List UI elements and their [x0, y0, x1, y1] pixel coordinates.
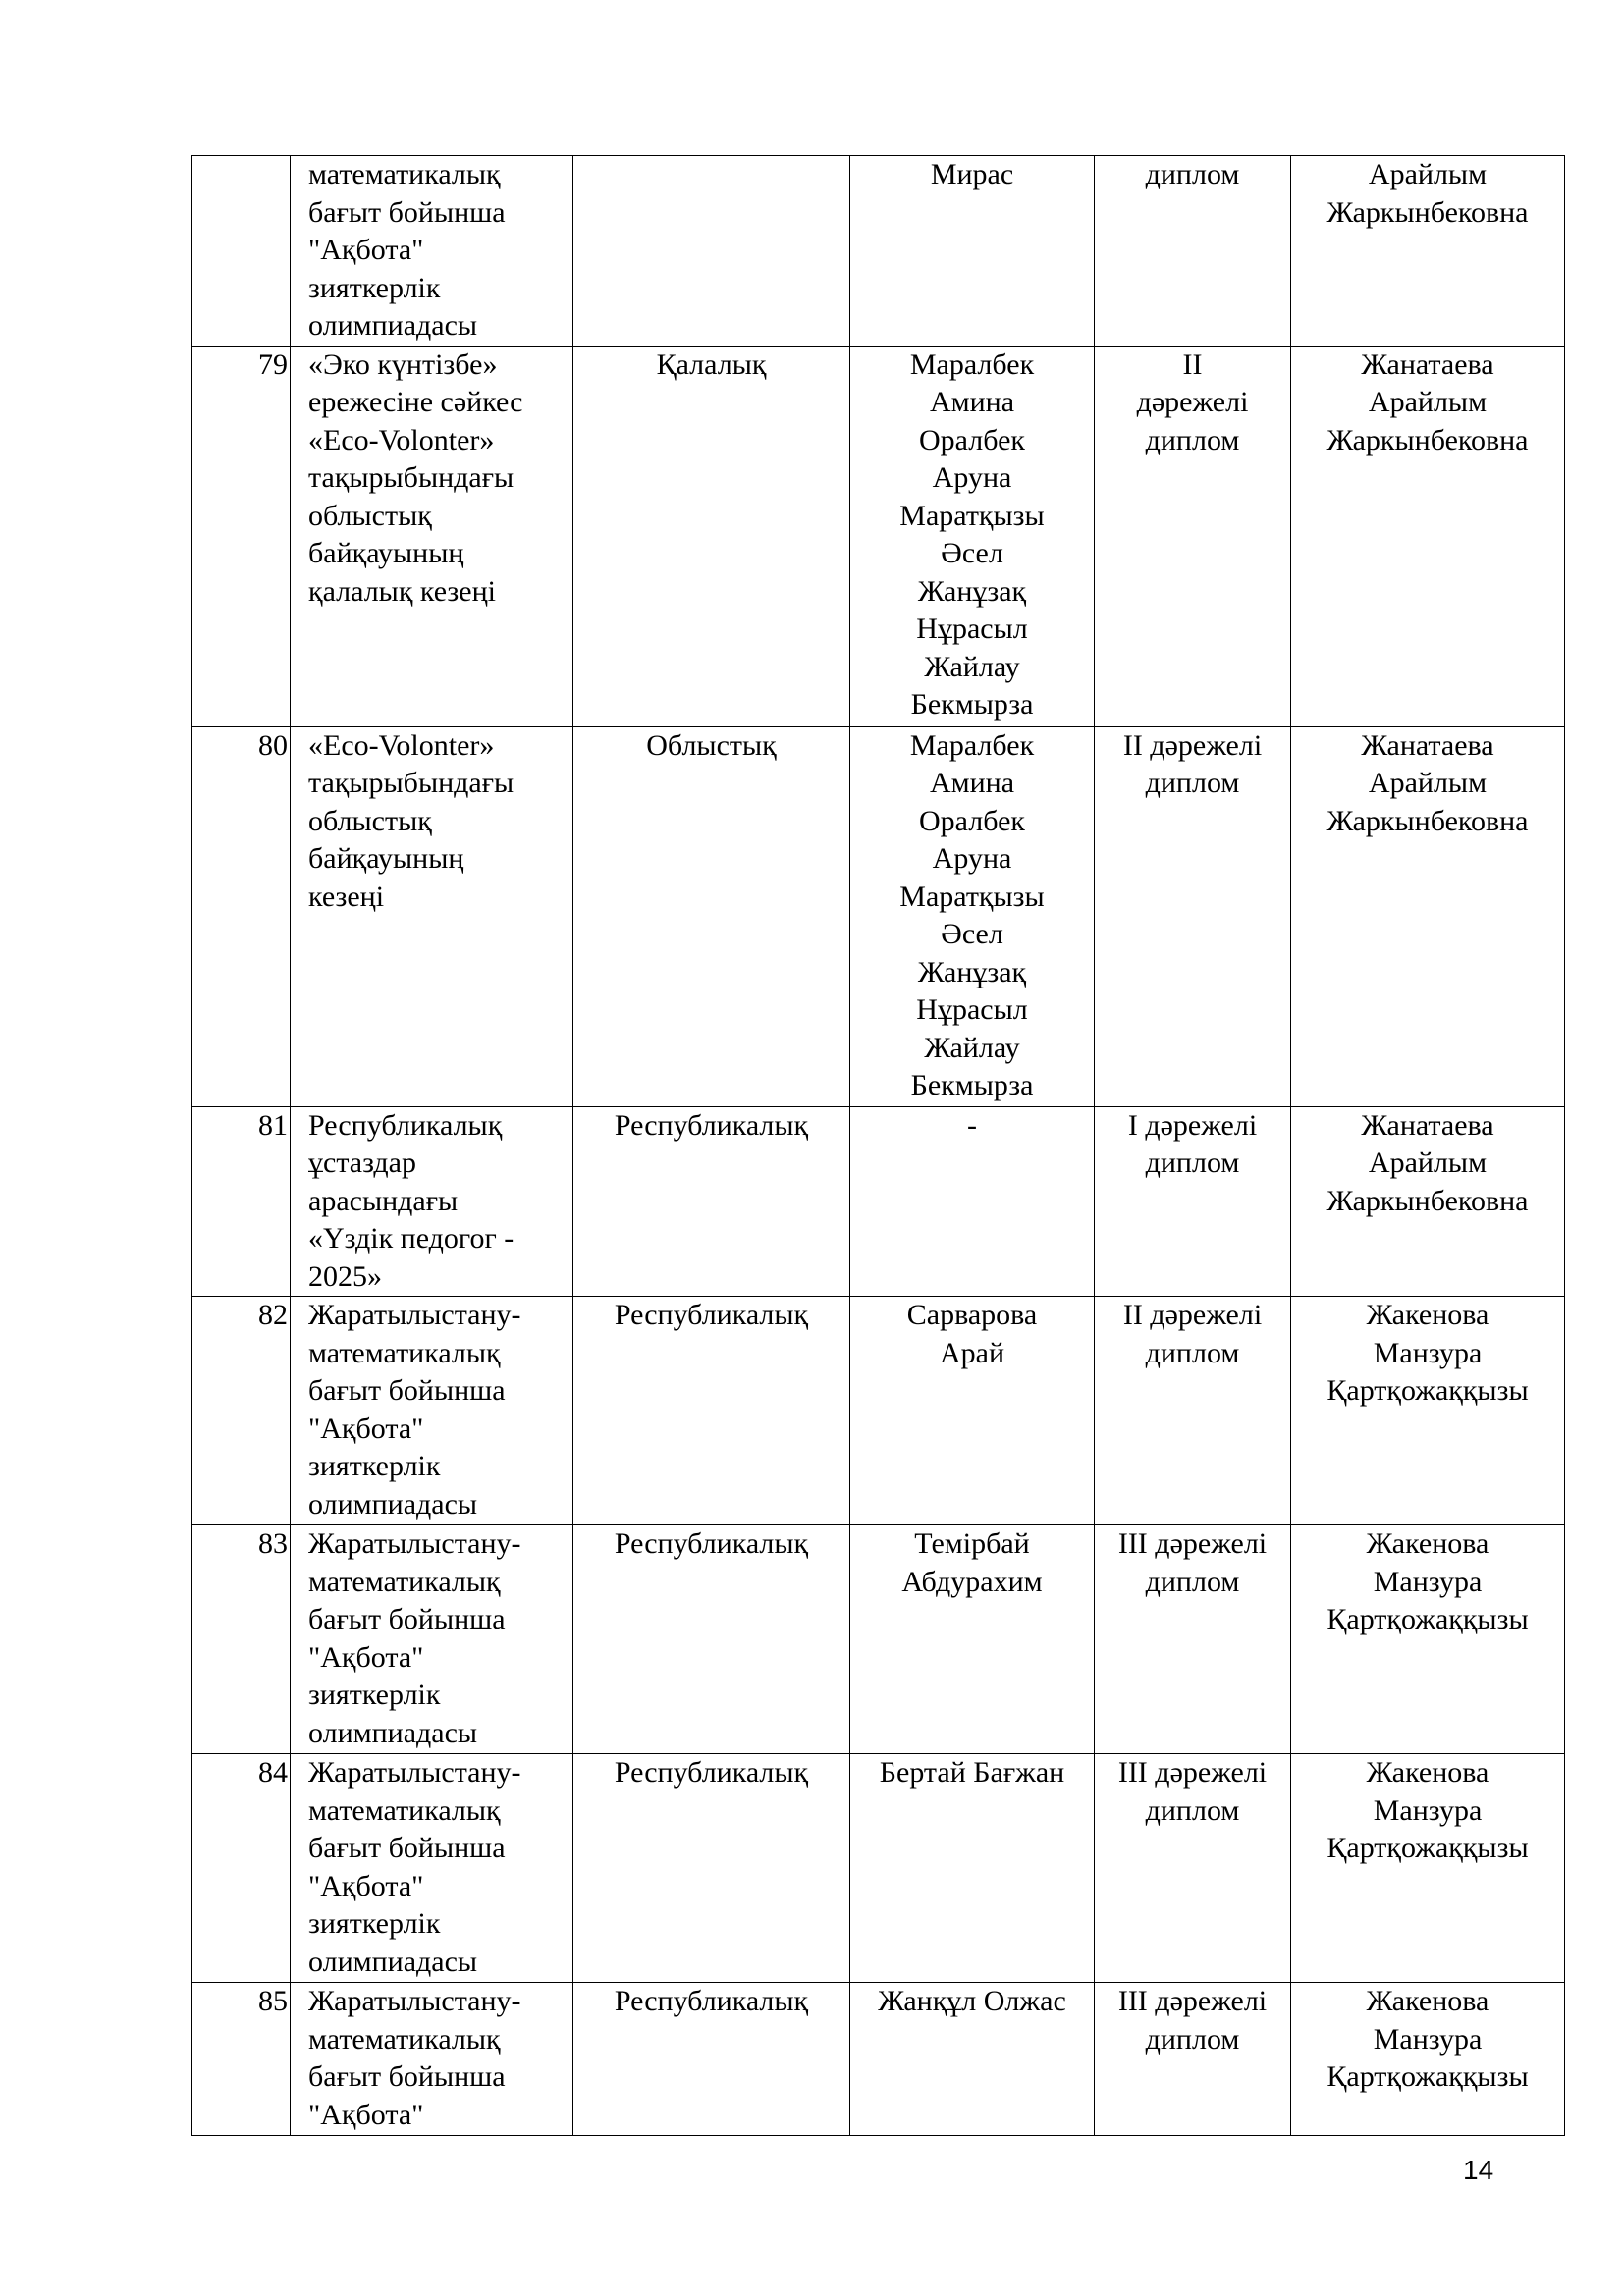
row-number-cell [192, 1297, 291, 1525]
cell-text-line: Жакенова [1366, 1985, 1489, 2017]
competition-name-cell [291, 1754, 573, 1983]
teacher-cell [1291, 1297, 1565, 1525]
cell-text-line: Жаркынбековна [1326, 1184, 1529, 1217]
competition-name-cell [291, 346, 573, 726]
competition-level-cell [573, 1983, 850, 2136]
cell-text-line: - [967, 1108, 977, 1142]
cell-text-line: Жаркынбековна [1326, 195, 1529, 229]
competition-level-cell [573, 726, 850, 1106]
award-cell [1095, 156, 1291, 347]
cell-text-line: Жанатаева [1361, 347, 1494, 381]
participants-cell [850, 726, 1095, 1106]
teacher-cell [1291, 1754, 1565, 1983]
cell-text-line: арасындағы [308, 1184, 459, 1217]
cell-text-line: II [1182, 347, 1203, 381]
cell-text-line: диплом [1145, 423, 1240, 456]
cell-text-line: бағыт бойынша [308, 1832, 506, 1864]
cell-text-line: Жаратылыстану- [308, 1756, 521, 1789]
table-row [192, 1754, 1565, 1983]
row-number-cell [192, 1106, 291, 1297]
cell-text-line: зияткерлік [308, 1907, 441, 1940]
competition-name-cell [291, 156, 573, 347]
cell-text-line: Арайлым [1368, 158, 1488, 190]
cell-text-line: Маратқызы [899, 499, 1045, 532]
row-number: 79 [258, 347, 288, 381]
cell-text-line: III дәрежелі [1117, 1985, 1268, 2017]
cell-text-line: «Эко күнтізбе» [308, 347, 498, 381]
cell-text-line: Жанқұл Олжас [878, 1985, 1066, 2017]
cell-text-line: Қалалық [656, 347, 767, 381]
cell-text-line: зияткерлік [308, 1450, 441, 1482]
participants-cell [850, 1525, 1095, 1754]
cell-text-line: Маралбек [909, 728, 1035, 762]
table-row [192, 346, 1565, 726]
cell-text-line: Жанұзақ [917, 955, 1027, 988]
cell-text-line: Жаратылыстану- [308, 1527, 521, 1560]
table-row [192, 1983, 1565, 2136]
cell-text-line: Жакенова [1366, 1756, 1489, 1789]
cell-text-line: III дәрежелі [1117, 1527, 1268, 1560]
teacher-cell [1291, 1106, 1565, 1297]
cell-text-line: Республикалық [308, 1108, 503, 1142]
cell-text-line: Темірбай [914, 1527, 1030, 1560]
table-row [192, 156, 1565, 347]
cell-text-line: II дәрежелі [1122, 728, 1263, 762]
participants-cell [850, 1297, 1095, 1525]
cell-text-line: II дәрежелі [1122, 1299, 1263, 1331]
award-cell [1095, 1106, 1291, 1297]
cell-text-line: "Ақбота" [308, 1640, 424, 1674]
cell-text-line: математикалық [308, 2022, 501, 2056]
cell-text-line: III дәрежелі [1117, 1756, 1268, 1789]
row-number: 83 [258, 1527, 288, 1560]
cell-text-line: олимпиадасы [308, 1716, 478, 1749]
cell-text-line: зияткерлік [308, 271, 441, 304]
row-number-cell [192, 156, 291, 347]
row-number: 84 [258, 1756, 288, 1789]
cell-text-line: Сарварова [906, 1299, 1038, 1331]
cell-text-line: I дәрежелі [1127, 1108, 1258, 1142]
award-cell [1095, 1983, 1291, 2136]
cell-text-line: Облыстық [646, 728, 777, 762]
competition-name-cell [291, 726, 573, 1106]
row-number-cell [192, 1754, 291, 1983]
cell-text-line: Әсел [941, 537, 1003, 569]
award-cell [1095, 346, 1291, 726]
cell-text-line: Абдурахим [901, 1565, 1043, 1598]
table-row [192, 1525, 1565, 1754]
cell-text-line: Жайлау [924, 650, 1020, 683]
cell-text-line: Жакенова [1366, 1299, 1489, 1331]
awards-table [191, 155, 1565, 2136]
participants-cell [850, 1983, 1095, 2136]
cell-text-line: "Ақбота" [308, 234, 424, 266]
cell-text-line: Манзура [1373, 1793, 1483, 1827]
cell-text-line: олимпиадасы [308, 309, 478, 342]
competition-level-cell [573, 1297, 850, 1525]
cell-text-line: математикалық [308, 158, 501, 190]
cell-text-line: Арайлым [1368, 1147, 1488, 1179]
cell-text-line: «Үздік педогог - [308, 1222, 514, 1255]
competition-name-cell [291, 1983, 573, 2136]
cell-text-line: тақырыбындағы [308, 767, 514, 799]
table-row [192, 1106, 1565, 1297]
cell-text-line: Амина [929, 767, 1015, 799]
cell-text-line: «Eco-Volonter» [308, 423, 495, 456]
row-number: 80 [258, 728, 288, 762]
cell-text-line: 2025» [308, 1259, 382, 1293]
cell-text-line: бағыт бойынша [308, 2060, 506, 2093]
participants-cell [850, 1106, 1095, 1297]
competition-level-cell [573, 1525, 850, 1754]
cell-text-line: дәрежелі [1136, 386, 1249, 418]
cell-text-line: Бекмырза [910, 688, 1034, 721]
cell-text-line: Жанатаева [1361, 1108, 1494, 1142]
cell-text-line: Жаратылыстану- [308, 1299, 521, 1331]
cell-text-line: математикалық [308, 1565, 501, 1598]
award-cell [1095, 726, 1291, 1106]
cell-text-line: Жаратылыстану- [308, 1985, 521, 2017]
cell-text-line: Мирас [930, 158, 1014, 190]
cell-text-line: тақырыбындағы [308, 461, 514, 494]
cell-text-line: Маратқызы [899, 880, 1045, 913]
cell-text-line: диплом [1145, 1565, 1240, 1598]
cell-text-line: "Ақбота" [308, 2098, 424, 2131]
cell-text-line: Арайлым [1368, 767, 1488, 799]
award-cell [1095, 1525, 1291, 1754]
cell-text-line: ережесіне сәйкес [308, 386, 523, 418]
cell-text-line: диплом [1145, 1336, 1240, 1369]
cell-text-line: ұстаздар [308, 1147, 416, 1179]
competition-name-cell [291, 1525, 573, 1754]
cell-text-line: диплом [1145, 1793, 1240, 1827]
page-number: 14 [1463, 2155, 1494, 2185]
cell-text-line: Амина [929, 386, 1015, 418]
cell-text-line: Оралбек [919, 423, 1025, 456]
cell-text-line: Қартқожаққызы [1326, 2060, 1529, 2093]
cell-text-line: Қартқожаққызы [1326, 1603, 1529, 1635]
cell-text-line: бағыт бойынша [308, 195, 506, 229]
cell-text-line: кезеңі [308, 880, 385, 913]
row-number-cell [192, 346, 291, 726]
row-number-cell [192, 1525, 291, 1754]
cell-text-line: диплом [1145, 158, 1240, 190]
cell-text-line: «Eco-Volonter» [308, 728, 495, 762]
cell-text-line: бағыт бойынша [308, 1603, 506, 1635]
award-cell [1095, 1754, 1291, 1983]
cell-text-line: Нұрасыл [916, 613, 1028, 645]
participants-cell [850, 346, 1095, 726]
competition-level-cell [573, 1754, 850, 1983]
cell-text-line: "Ақбота" [308, 1869, 424, 1902]
cell-text-line: Бекмырза [910, 1069, 1034, 1101]
cell-text-line: облыстық [308, 499, 432, 532]
cell-text-line: диплом [1145, 767, 1240, 799]
cell-text-line: Жайлау [924, 1031, 1020, 1064]
participants-cell [850, 156, 1095, 347]
row-number: 82 [258, 1299, 288, 1331]
cell-text-line: Арайлым [1368, 386, 1488, 418]
cell-text-line: Қартқожаққызы [1326, 1374, 1529, 1407]
cell-text-line: бағыт бойынша [308, 1374, 506, 1407]
cell-text-line: Аруна [932, 842, 1012, 875]
cell-text-line: зияткерлік [308, 1679, 441, 1711]
teacher-cell [1291, 346, 1565, 726]
cell-text-line: қалалық кезеңі [308, 574, 496, 608]
competition-name-cell [291, 1297, 573, 1525]
cell-text-line: Қартқожаққызы [1326, 1832, 1529, 1864]
award-cell [1095, 1297, 1291, 1525]
cell-text-line: Жаркынбековна [1326, 804, 1529, 837]
cell-text-line: Республикалық [614, 1527, 809, 1560]
teacher-cell [1291, 1525, 1565, 1754]
cell-text-line: олимпиадасы [308, 1487, 478, 1521]
cell-text-line: Маралбек [909, 347, 1035, 381]
cell-text-line: Арай [939, 1336, 1005, 1369]
cell-text-line: байқауының [308, 842, 464, 875]
competition-name-cell [291, 1106, 573, 1297]
cell-text-line: Республикалық [614, 1299, 809, 1331]
cell-text-line: математикалық [308, 1793, 501, 1827]
teacher-cell [1291, 156, 1565, 347]
cell-text-line: Әсел [941, 918, 1003, 950]
cell-text-line: диплом [1145, 1147, 1240, 1179]
cell-text-line: Оралбек [919, 804, 1025, 837]
cell-text-line: Аруна [932, 461, 1012, 494]
cell-text-line: Манзура [1373, 2022, 1483, 2056]
teacher-cell [1291, 726, 1565, 1106]
cell-text-line: Жакенова [1366, 1527, 1489, 1560]
cell-text-line: Жанатаева [1361, 728, 1494, 762]
cell-text-line: Республикалық [614, 1985, 809, 2017]
cell-text-line: байқауының [308, 537, 464, 569]
row-number: 81 [258, 1108, 288, 1142]
row-number-cell [192, 1983, 291, 2136]
row-number-cell [192, 726, 291, 1106]
cell-text-line: Бертай Бағжан [879, 1756, 1065, 1789]
cell-text-line: Республикалық [614, 1756, 809, 1789]
teacher-cell [1291, 1983, 1565, 2136]
awards-table-body [192, 156, 1565, 2136]
cell-text-line: математикалық [308, 1336, 501, 1369]
cell-text-line: Жанұзақ [917, 574, 1027, 608]
cell-text-line: Манзура [1373, 1565, 1483, 1598]
cell-text-line: олимпиадасы [308, 1945, 478, 1978]
cell-text-line: Жаркынбековна [1326, 423, 1529, 456]
competition-level-cell [573, 346, 850, 726]
row-number: 85 [258, 1985, 288, 2017]
competition-level-cell [573, 1106, 850, 1297]
cell-text-line: Манзура [1373, 1336, 1483, 1369]
cell-text-line: "Ақбота" [308, 1412, 424, 1445]
table-row [192, 1297, 1565, 1525]
cell-text-line: диплом [1145, 2022, 1240, 2056]
cell-text-line: Республикалық [614, 1108, 809, 1142]
cell-text-line: облыстық [308, 804, 432, 837]
cell-text-line: Нұрасыл [916, 993, 1028, 1026]
table-row [192, 726, 1565, 1106]
competition-level-cell [573, 156, 850, 347]
participants-cell [850, 1754, 1095, 1983]
